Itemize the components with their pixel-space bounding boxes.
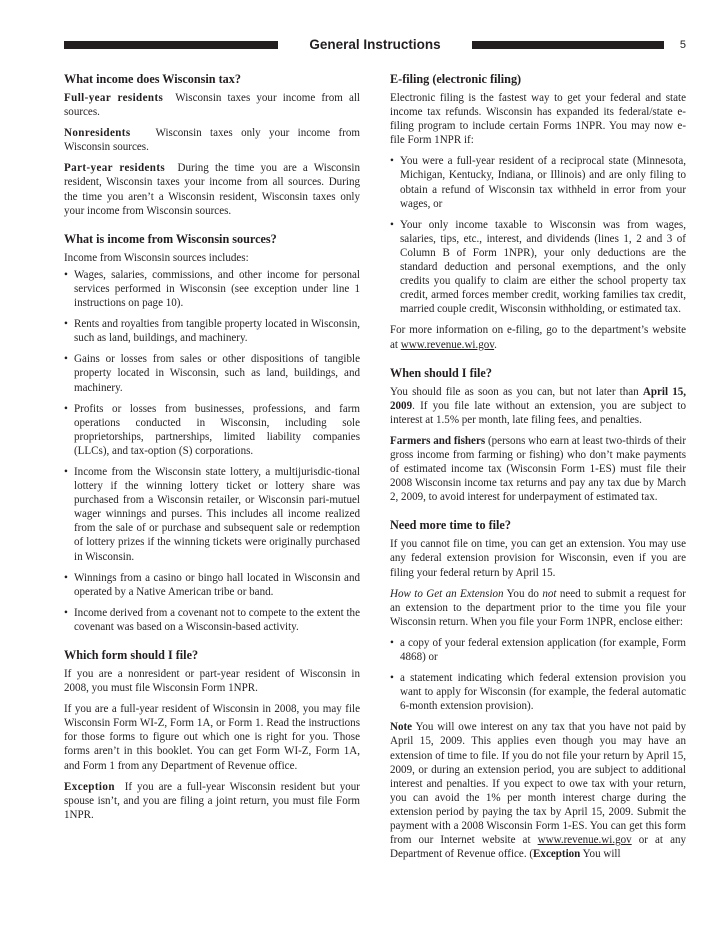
lead-full-year: Full-year residents [64,92,164,104]
list-item: • Rents and royalties from tangible property located in Wisconsin, such as land, buildings, and machinery. [64,317,360,345]
paragraph-e-filing-info [390,323,686,351]
paragraph-exception [64,780,360,822]
paragraph-note [390,720,686,861]
text-farmers: (persons who earn at least two-thirds of their gross income from farming or fishing) who don’t make payments of estimated income tax (Wisconsin Form 1-ES) must file their 2008 Wisconsin income tax returns and pay any tax due by March 2, 2009, to avoid interest for underpayment of estimated tax. [390,434,687,504]
paragraph-nonresidents [64,126,360,154]
page-number: 5 [679,39,686,51]
header-rule-left [64,41,278,49]
text-extension-request: need to submit a request for an extension to the department prior to the time you file your Wisconsin return. When you file your Form 1NPR, enclose either: [390,587,686,628]
list-item: • Income from the Wisconsin state lottery, a multijurisdic-tional lottery if the winning lottery ticket or lottery share was purchased from a Wisconsin retailer, or Wisconsin pari-mutuel wager winnings and purses. This includes all income realized from the sale of or purchase and subsequent sale or redemption of lottery prizes if the winning tickets were originally purchased in Wisconsin. [64,465,360,564]
lead-farmers: Farmers and fishers [390,434,486,447]
heading-which-form: Which form should I file? [64,648,199,662]
lead-how-to-extend: How to Get an Extension [390,587,504,600]
text-period: . [494,338,497,351]
heading-when-file: When should I file? [390,365,492,380]
extension-list [390,636,686,713]
lead-exception: Exception [64,780,115,793]
paragraph-nonresident-form: If you are a nonresident or part-year resident of Wisconsin in 2008, you must file Wisconsin Form 1NPR. [64,668,360,695]
list-item: • a statement indicating which federal extension provision you want to apply for Wisconsin (for example, the federal automatic 6-month extension provision). [390,671,686,713]
list-item: • You were a full-year resident of a reciprocal state (Minnesota, Michigan, Kentucky, Indiana, or Illinois) and are only filing to obtain a refund of Wisconsin tax withheld in error from your wages, or [390,154,686,210]
text-note: You will owe interest on any tax that you have not paid by April 15, 2009. This applies even though you may have an extension of time to file. If you do not file your return by April 15, 2009, or during an extension period, you are subject to additional interest and penalties. If you expect to owe tax with your return, you can avoid the 1% per month interest charge during the extension period by paying the tax by April 15, 2009. Submit the payment with a 2008 Wisconsin Form 1-ES. You can get this form from our Internet website at [390,721,687,847]
list-item: • Profits or losses from businesses, professions, and farm operations conducted in Wisconsin, including sole proprietorships, partnerships, limited liability companies (LLCs), and tax-option (S) corporations. [64,402,360,458]
text-e-filing-info: For more information on e-filing, go to the department’s website at [390,324,686,351]
paragraph-part-year [64,161,360,217]
paragraph-full-year [64,91,360,119]
left-column [64,72,360,829]
paragraph-farmers [390,434,686,504]
text-when-file-b: . If you file late without an extension, you are subject to interest at 1.5% per month, late filing fees, and penalties. [390,399,686,426]
lead-note: Note [390,721,413,734]
revenue-website-link-2[interactable]: www.revenue.wi.gov [537,834,632,847]
text-when-file-a: You should file as soon as you can, but not later than [390,385,639,398]
text-you-do: You do [506,587,539,600]
heading-e-filing: E-filing (electronic filing) [390,72,522,86]
list-item: • Wages, salaries, commissions, and other income for personal services performed in Wisconsin (see exception under line 1 instructions on page 10). [64,268,360,310]
section-title: General Instructions [309,37,441,52]
e-filing-list [390,154,686,316]
lead-part-year: Part-year residents [64,162,166,175]
heading-what-income: What income does Wisconsin tax? [64,72,241,86]
right-column [390,72,686,868]
text-part-year: During the time you are a Wisconsin resident, Wisconsin taxes your income from all sources. During the time you aren’t a Wisconsin resident, Wisconsin taxes only your income from Wisconsin sources. [64,162,360,217]
text-exception: If you are a full-year Wisconsin resident but your spouse isn’t, and you are filing a joint return, you must file Form 1NPR. [64,780,360,821]
paragraph-sources-intro: Income from Wisconsin sources includes: [64,251,249,264]
revenue-website-link[interactable]: www.revenue.wi.gov [400,338,495,351]
paragraph-when-file [390,385,686,427]
text-not: not [542,587,557,600]
lead-exception-2: Exception [533,848,581,861]
paragraph-e-filing: Electronic filing is the fastest way to get your federal and state income tax refunds. Wisconsin has expanded its federal/state e-filing program to include certain Forms 1NPR. You may now e-file Form 1NPR if: [390,92,686,147]
header-rule-right [472,41,664,49]
lead-nonresidents: Nonresidents [64,127,131,140]
text-nonresidents: Wisconsin taxes only your income from Wisconsin sources. [64,127,361,154]
sources-list [64,268,360,634]
paragraph-extension: If you cannot file on time, you can get an extension. You may use any federal extension provision for Wisconsin, even if you are filing your federal return by April 15. [390,538,686,579]
paragraph-how-to-extend [390,587,686,629]
heading-wisconsin-sources: What is income from Wisconsin sources? [64,231,277,246]
deadline-date: April 15, 2009 [390,385,687,412]
text-note-end: or at any Department of Revenue office. ( [390,834,687,861]
list-item: • Your only income taxable to Wisconsin was from wages, salaries, tips, etc., interest, and dividends (lines 1, 2 and 3 of Column B of Form 1NPR), your only deductions are the standard deduction and personal exemptions, and the only credits you qualify to claim are either the school property tax credit, armed forces member credit, working families tax credit, married couple credit, Wisconsin withholding, or estimated tax. [390,218,686,317]
heading-more-time: Need more time to file? [390,518,511,533]
page-header [64,36,686,54]
list-item: • a copy of your federal extension application (for example, Form 4868) or [390,636,686,664]
list-item: • Gains or losses from sales or other dispositions of tangible property located in Wisconsin, such as land, buildings, and machinery. [64,352,360,394]
list-item: • Winnings from a casino or bingo hall located in Wisconsin and operated by a Native American tribe or band. [64,571,360,599]
list-item: • Income derived from a covenant not to compete to the extent the covenant was based on a Wisconsin-based activity. [64,606,360,634]
text-note-tail: You will [582,848,621,861]
text-full-year: Wisconsin taxes your income from all sources. [64,92,360,119]
paragraph-full-year-form: If you are a full-year resident of Wisconsin in 2008, you may file Wisconsin Form WI-Z, Form 1A, or Form 1. Read the instructions for those forms to figure out which one is right for you. Those forms aren’t in this booklet. You can get Form WI-Z, Form 1A, and Form 1 from any Department of Revenue office. [64,703,360,772]
